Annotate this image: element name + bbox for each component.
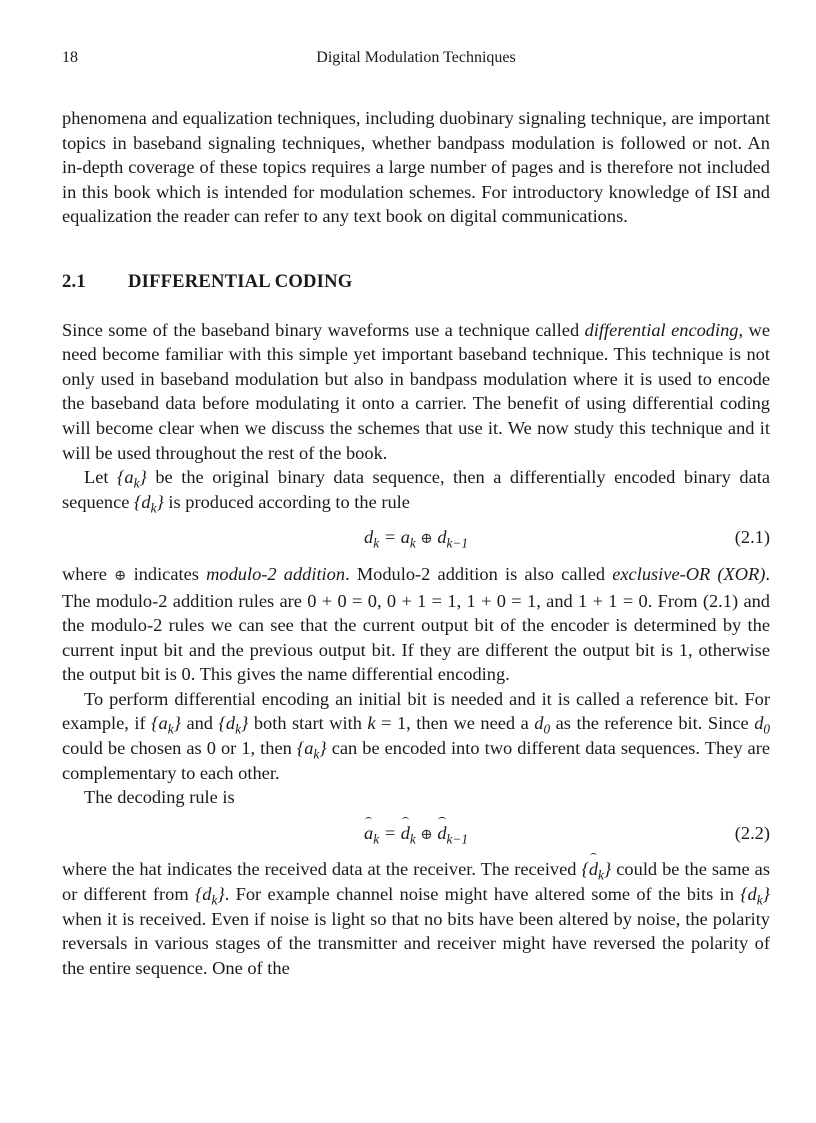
equation-2-2-body: $a_k = d_k$ ⊕ $d_{k-1}$ — [364, 822, 468, 847]
section-heading — [62, 270, 770, 295]
equation-2-2-number: (2.2) — [734, 822, 770, 843]
paragraph-received-data: where the hat indicates the received data at the receiver. The received $\{d_k\}$ could be the same as or different from $\{d_k\}$. For example channel noise might have altered some of the bits in $\{d_k\}$ when it is received. Even if noise is light so that no bits have been altered by noise, the polarity reversals in various stages of the transmitter and receiver might have reversed the polarity of the entire sequence. One of the — [62, 859, 770, 978]
equation-2-2 — [62, 821, 770, 846]
paragraph-decoding-rule: The decoding rule is — [84, 787, 235, 808]
paragraph-differential-encoding: Since some of the baseband binary waveforms use a technique called differential encoding, we need become familiar with this simple yet important baseband technique. This technique is not only used in baseband modulation but also in bandpass modulation where it is used to encode the baseband data before modulating it onto a carrier. The benefit of using differential coding will become clear when we discuss the schemes that use it. We now study this technique and it will be used throughout the rest of the book. — [62, 319, 770, 463]
section-title: DIFFERENTIAL CODING — [128, 270, 353, 292]
book-page — [62, 38, 770, 980]
paragraph-sequences: Let $\{a_k\}$ be the original binary data sequence, then a differentially encoded binary data sequence $\{d_k\}$ is produced according to the rule — [62, 467, 771, 516]
paragraph-modulo-2: where ⊕ indicates modulo-2 addition. Modulo-2 addition is also called exclusive-OR (XOR). The modulo-2 addition rules are 0 + 0 = 0, 0 + 1 = 1, 1 + 0 = 1, and 1 + 1 = 0. From (2.1) and the modulo-2 rules we can see that the current output bit of the encoder is determined by the current input bit and the previous output bit. If they are different the output bit is 1, otherwise the output bit is 0. This gives the name differential encoding. — [62, 563, 771, 685]
page-number: 18 — [62, 49, 78, 66]
section-number: 2.1 — [62, 270, 86, 292]
running-header — [62, 38, 770, 68]
running-title: Digital Modulation Techniques — [316, 49, 516, 66]
paragraph-reference-bit: To perform differential encoding an initial bit is needed and it is called a reference bit. For example, if $\{a_k\}$ and $\{d_k\}$ both start with k = 1, then we need a $d_0$ as the reference bit. Since $d_0$ could be chosen as 0 or 1, then $\{a_k\}$ can be encoded into two different data sequences. They are complementary to each other. — [62, 688, 771, 783]
equation-2-1 — [62, 525, 770, 550]
equation-2-1-number: (2.1) — [734, 527, 770, 548]
equation-2-1-body: $d_k = a_k$ ⊕ $d_{k-1}$ — [364, 527, 468, 551]
intro-paragraph: phenomena and equalization techniques, including duobinary signaling technique, are important topics in baseband signaling techniques, whether bandpass modulation is followed or not. An in-depth coverage of these topics requires a large number of pages and is therefore not included in this book which is intended for modulation schemes. For introductory knowledge of ISI and equalization the reader can refer to any text book on digital communications. — [62, 108, 770, 227]
